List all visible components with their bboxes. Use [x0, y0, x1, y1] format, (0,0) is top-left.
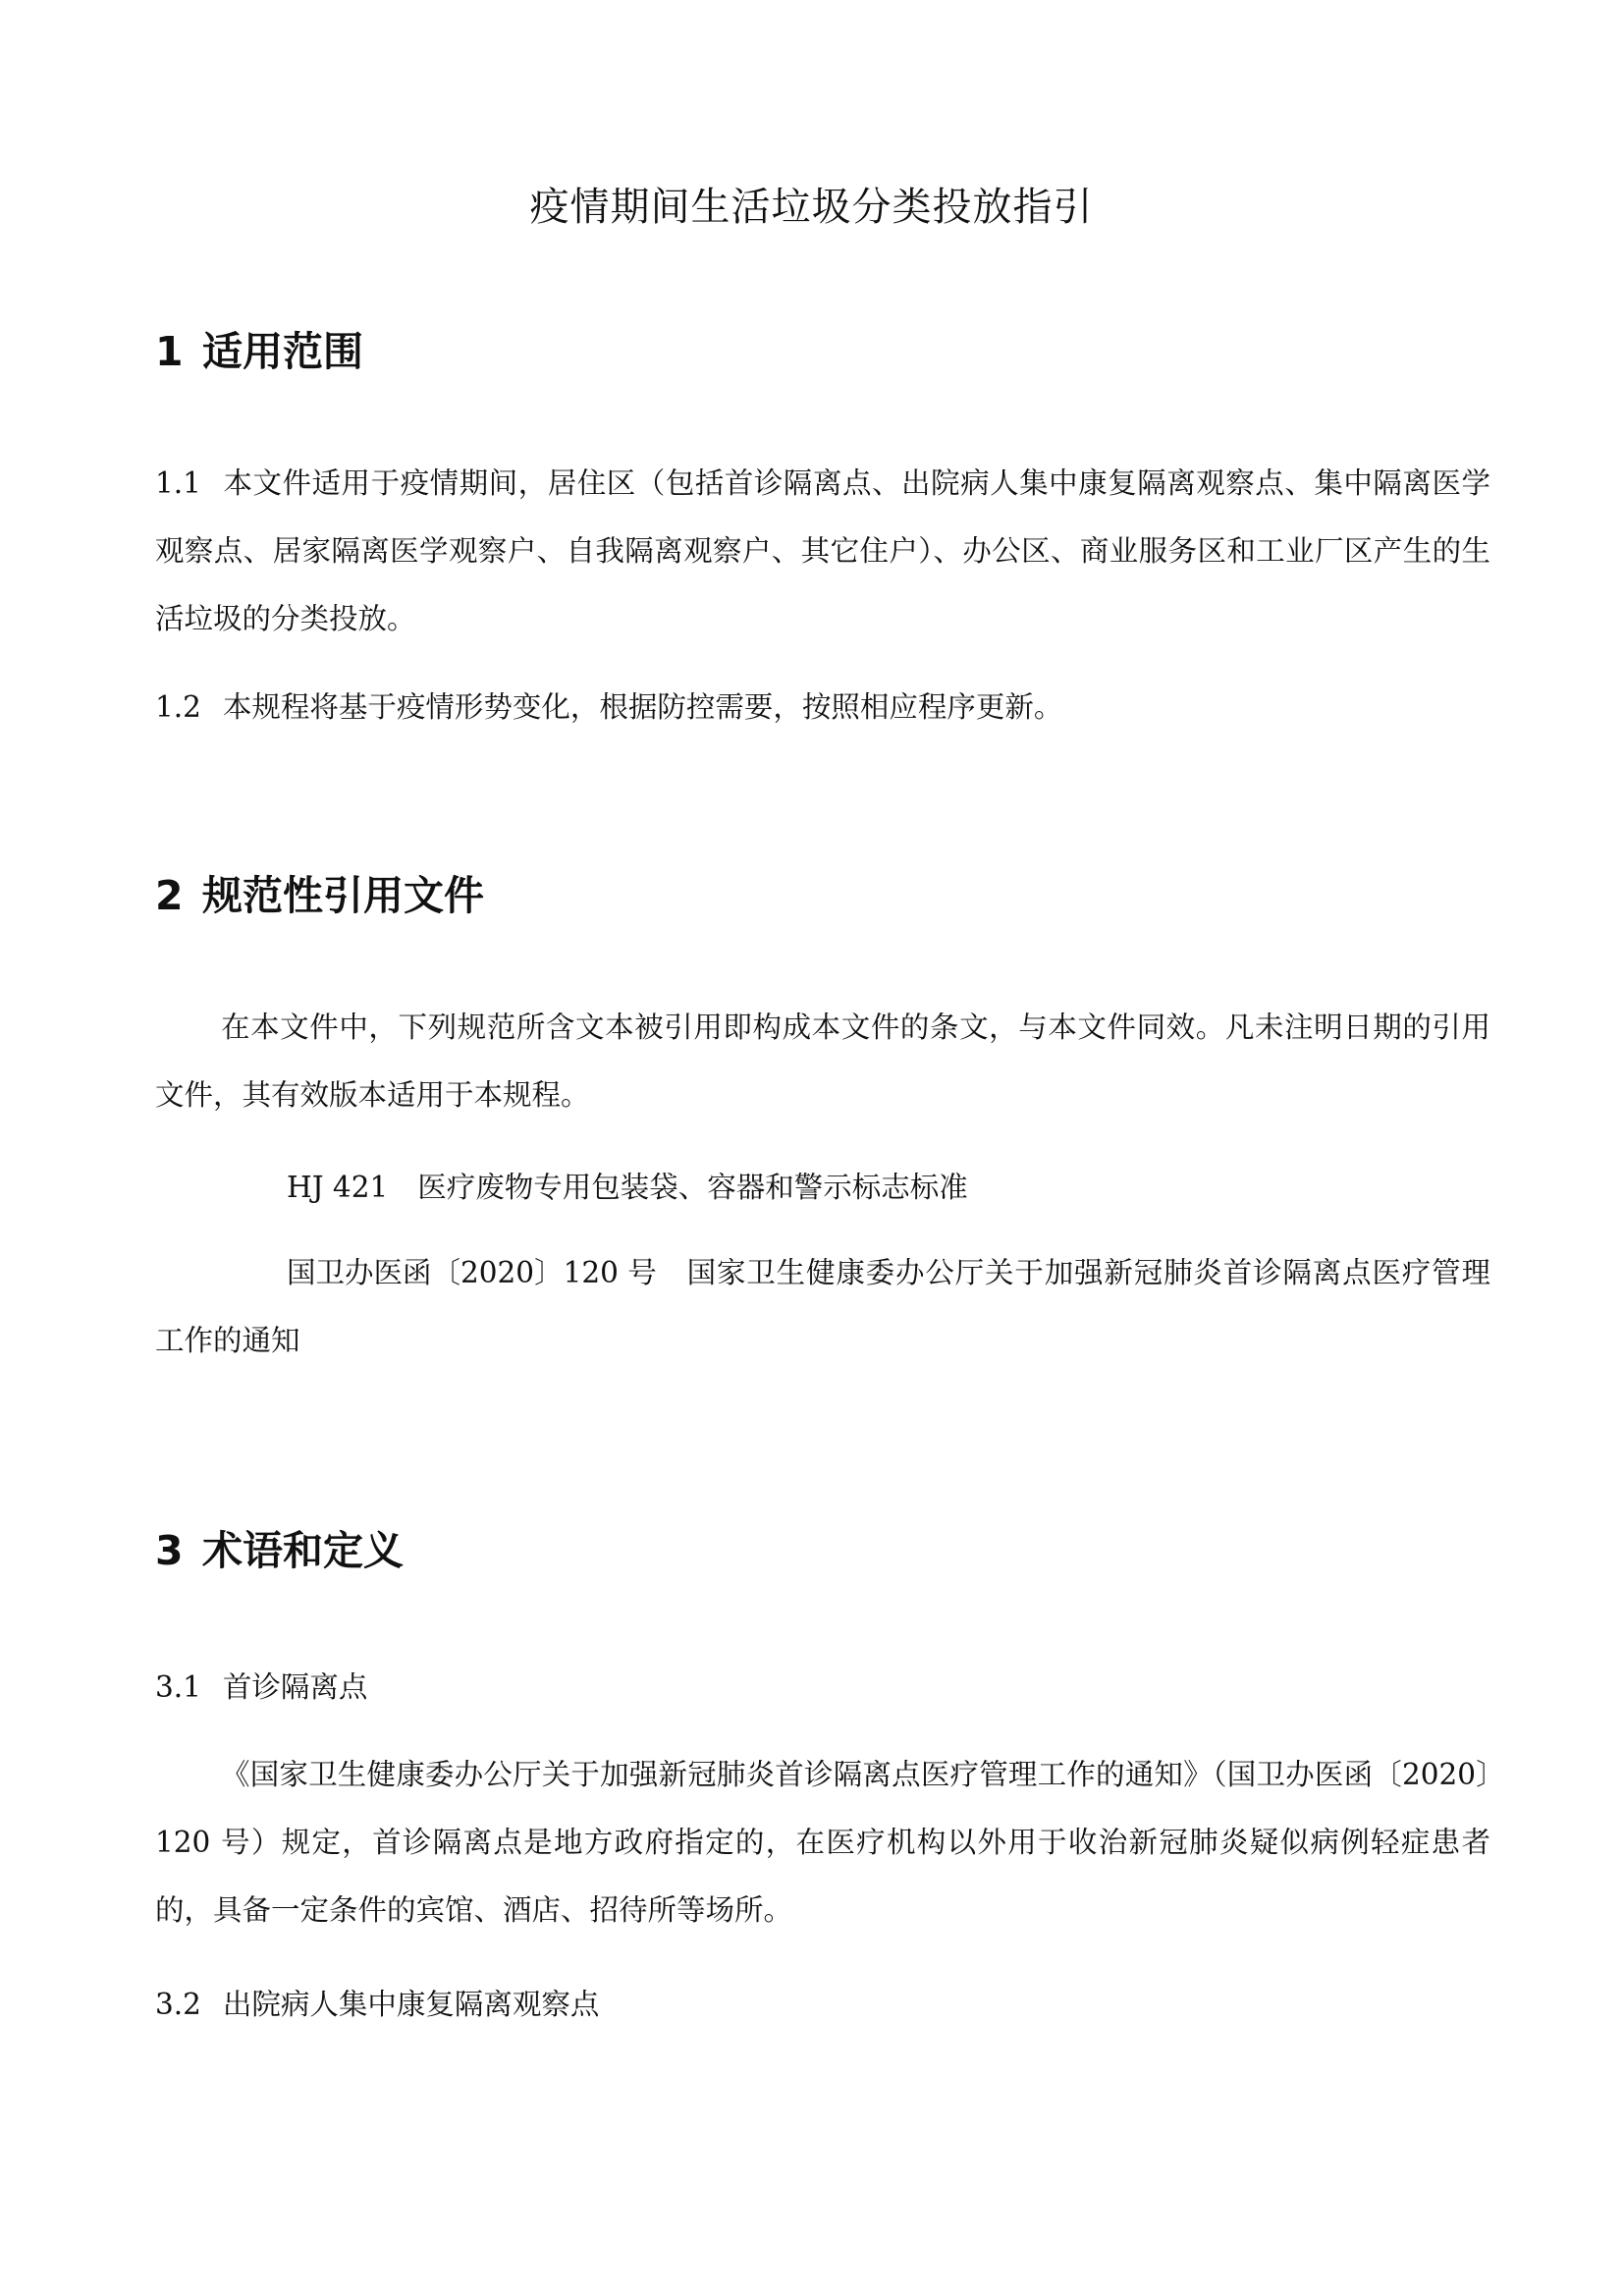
clause-title: 首诊隔离点	[222, 1670, 368, 1704]
section-heading-3	[155, 1523, 404, 1578]
clause-text: 本文件适用于疫情期间，居住区（包括首诊隔离点、出院病人集中康复隔离观察点、集中隔离医学观察点、居家隔离医学观察户、自我隔离观察户、其它住户）、办公区、商业服务区和工业厂区产生的生活垃圾的分类投放。	[155, 466, 1490, 635]
clause-text: 本规程将基于疫情形势变化，根据防控需要，按照相应程序更新。	[222, 690, 1063, 724]
clause-number: 3.2	[155, 1988, 201, 2021]
reference-code: HJ 421	[287, 1171, 389, 1204]
section-title: 术语和定义	[202, 1527, 404, 1574]
clause-number: 1.2	[155, 690, 201, 724]
document-title: 疫情期间生活垃圾分类投放指引	[529, 185, 1094, 230]
clause-number: 1.1	[155, 466, 201, 500]
clause-3-1-heading	[155, 1660, 367, 1715]
section-heading-1	[155, 324, 363, 379]
section-title: 适用范围	[202, 328, 363, 375]
section-2-intro: 在本文件中，下列规范所含文本被引用即构成本文件的条文，与本文件同效。凡未注明日期的引用文件，其有效版本适用于本规程。	[155, 1011, 1490, 1112]
clause-1-2	[155, 674, 1490, 741]
clause-3-1-definition: 《国家卫生健康委办公厅关于加强新冠肺炎首诊隔离点医疗管理工作的通知》（国卫办医函〔2020〕120 号）规定，首诊隔离点是地方政府指定的，在医疗机构以外用于收治新冠肺炎疑似病例轻症患者的，具备一定条件的宾馆、酒店、招待所等场所。	[155, 1758, 1490, 1927]
reference-item	[155, 1154, 1490, 1222]
clause-3-2-heading	[155, 1977, 599, 2032]
clause-title: 出院病人集中康复隔离观察点	[222, 1988, 600, 2021]
section-heading-2	[155, 868, 484, 923]
reference-title: 医疗废物专用包装袋、容器和警示标志标准	[417, 1171, 968, 1204]
section-title: 规范性引用文件	[202, 872, 484, 919]
reference-code: 国卫办医函〔2020〕120 号	[287, 1256, 657, 1289]
reference-title: 国家卫生健康委办公厅关于加强新冠肺炎首诊隔离点医疗管理工作的通知	[155, 1256, 1490, 1357]
clause-number: 3.1	[155, 1670, 201, 1704]
reference-item	[155, 1239, 1490, 1375]
section-number: 3	[155, 1527, 184, 1574]
section-number: 2	[155, 872, 184, 919]
section-number: 1	[155, 328, 184, 375]
clause-1-1	[155, 450, 1490, 653]
